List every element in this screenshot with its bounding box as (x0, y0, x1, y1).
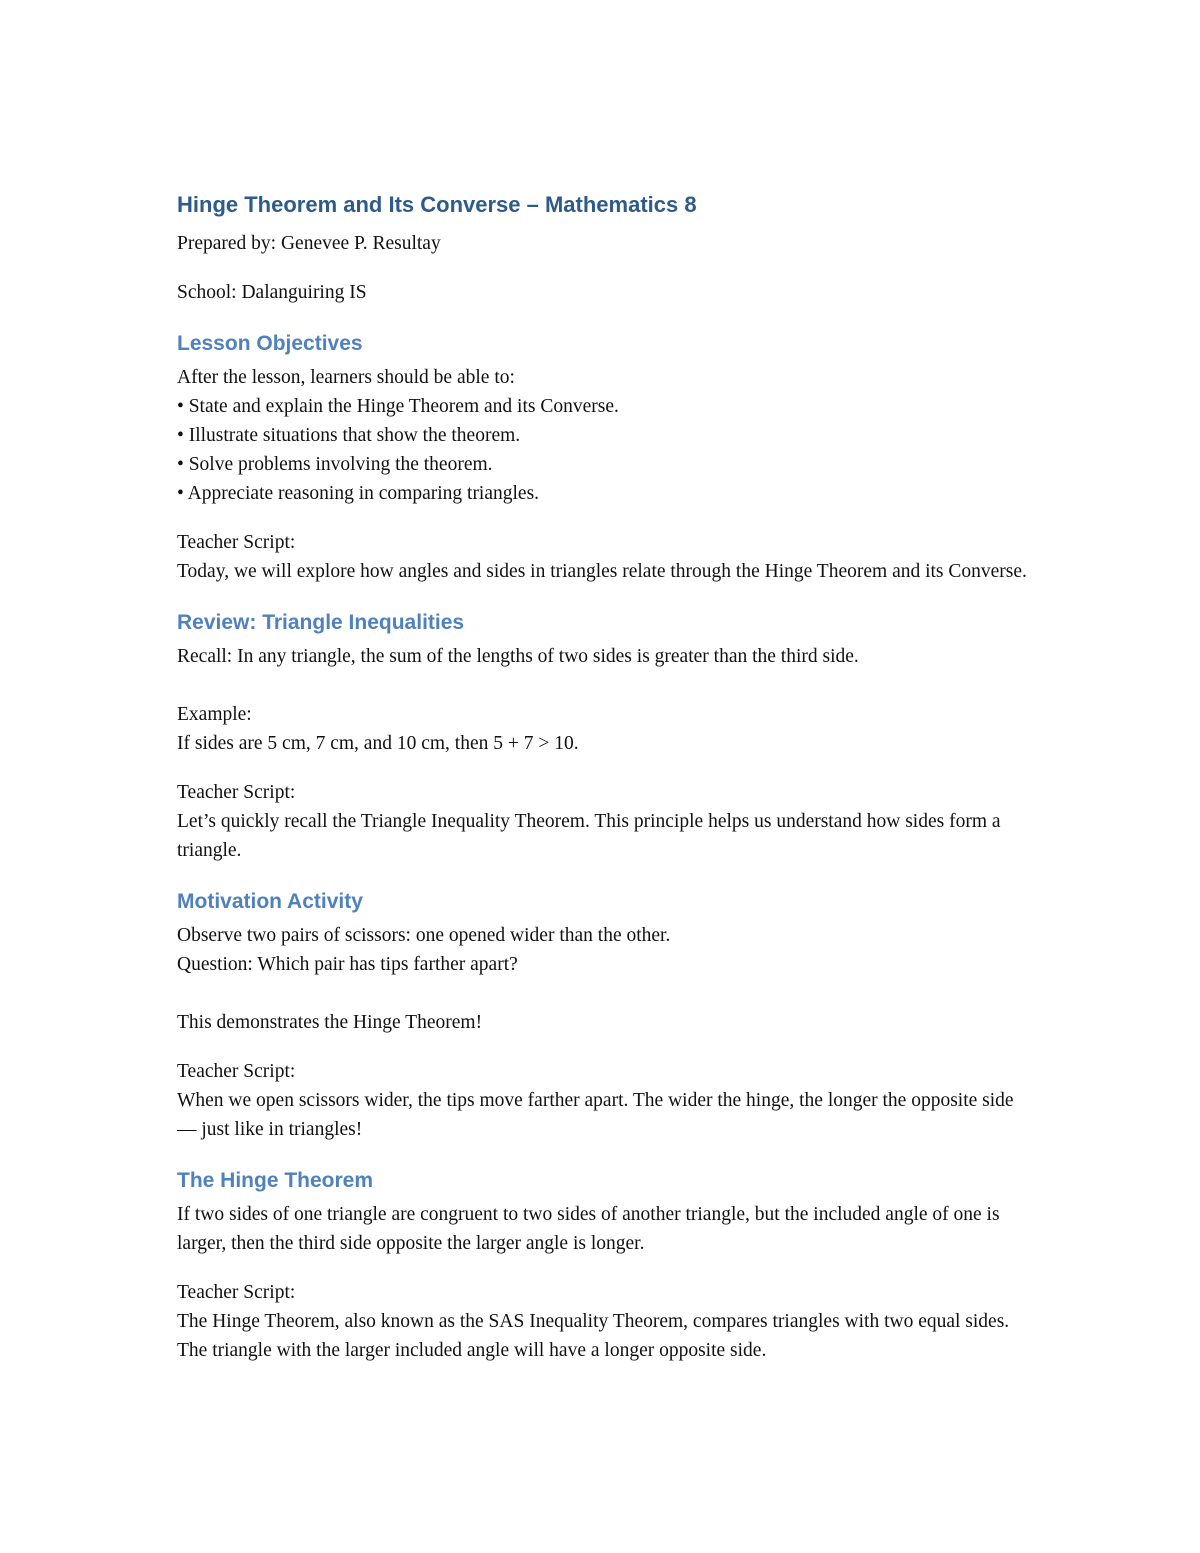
teacher-script-label: Teacher Script: (177, 532, 296, 553)
section-heading-motivation: Motivation Activity (177, 890, 363, 913)
section-heading-review: Review: Triangle Inequalities (177, 611, 465, 634)
motivation-demonstrates: This demonstrates the Hinge Theorem! (177, 1012, 483, 1033)
teacher-script-label: Teacher Script: (177, 1282, 296, 1303)
objective-item: • Solve problems involving the theorem. (177, 454, 493, 475)
teacher-script-text: The Hinge Theorem, also known as the SAS Inequality Theorem, compares triangles with two equal sides. The triangle with the larger included angle will have a longer opposite side. (177, 1311, 1010, 1361)
prepared-by: Prepared by: Genevee P. Resultay (177, 233, 441, 254)
teacher-script-text: Let’s quickly recall the Triangle Inequality Theorem. This principle helps us understand how sides form a triangle. (177, 811, 1001, 861)
hinge-statement: If two sides of one triangle are congruent to two sides of another triangle, but the included angle of one is larger, then the third side opposite the larger angle is longer. (177, 1204, 1000, 1254)
section-heading-hinge: The Hinge Theorem (177, 1169, 374, 1192)
review-recall: Recall: In any triangle, the sum of the lengths of two sides is greater than the third side. (177, 646, 859, 667)
objective-item: • Appreciate reasoning in comparing triangles. (177, 483, 540, 504)
section-heading-objectives: Lesson Objectives (177, 332, 363, 355)
teacher-script-text: Today, we will explore how angles and sides in triangles relate through the Hinge Theorem and its Converse. (177, 561, 1027, 582)
example-text: If sides are 5 cm, 7 cm, and 10 cm, then 5 + 7 > 10. (177, 733, 579, 754)
motivation-observe: Observe two pairs of scissors: one opened wider than the other. (177, 925, 671, 946)
teacher-script-label: Teacher Script: (177, 1061, 296, 1082)
section-lesson-objectives (177, 329, 1037, 586)
document-page (177, 190, 1037, 1365)
document-title: Hinge Theorem and Its Converse – Mathematics 8 (177, 192, 697, 217)
section-hinge-theorem (177, 1166, 1037, 1365)
motivation-question: Question: Which pair has tips farther apart? (177, 954, 518, 975)
objectives-intro: After the lesson, learners should be able to: (177, 367, 515, 388)
teacher-script-text: When we open scissors wider, the tips move farther apart. The wider the hinge, the longer the opposite side — just like in triangles! (177, 1090, 1014, 1140)
teacher-script-label: Teacher Script: (177, 782, 296, 803)
objective-item: • Illustrate situations that show the theorem. (177, 425, 521, 446)
section-motivation (177, 887, 1037, 1144)
section-review (177, 608, 1037, 865)
example-label: Example: (177, 704, 252, 725)
objective-item: • State and explain the Hinge Theorem and its Converse. (177, 396, 619, 417)
school-line: School: Dalanguiring IS (177, 282, 367, 303)
